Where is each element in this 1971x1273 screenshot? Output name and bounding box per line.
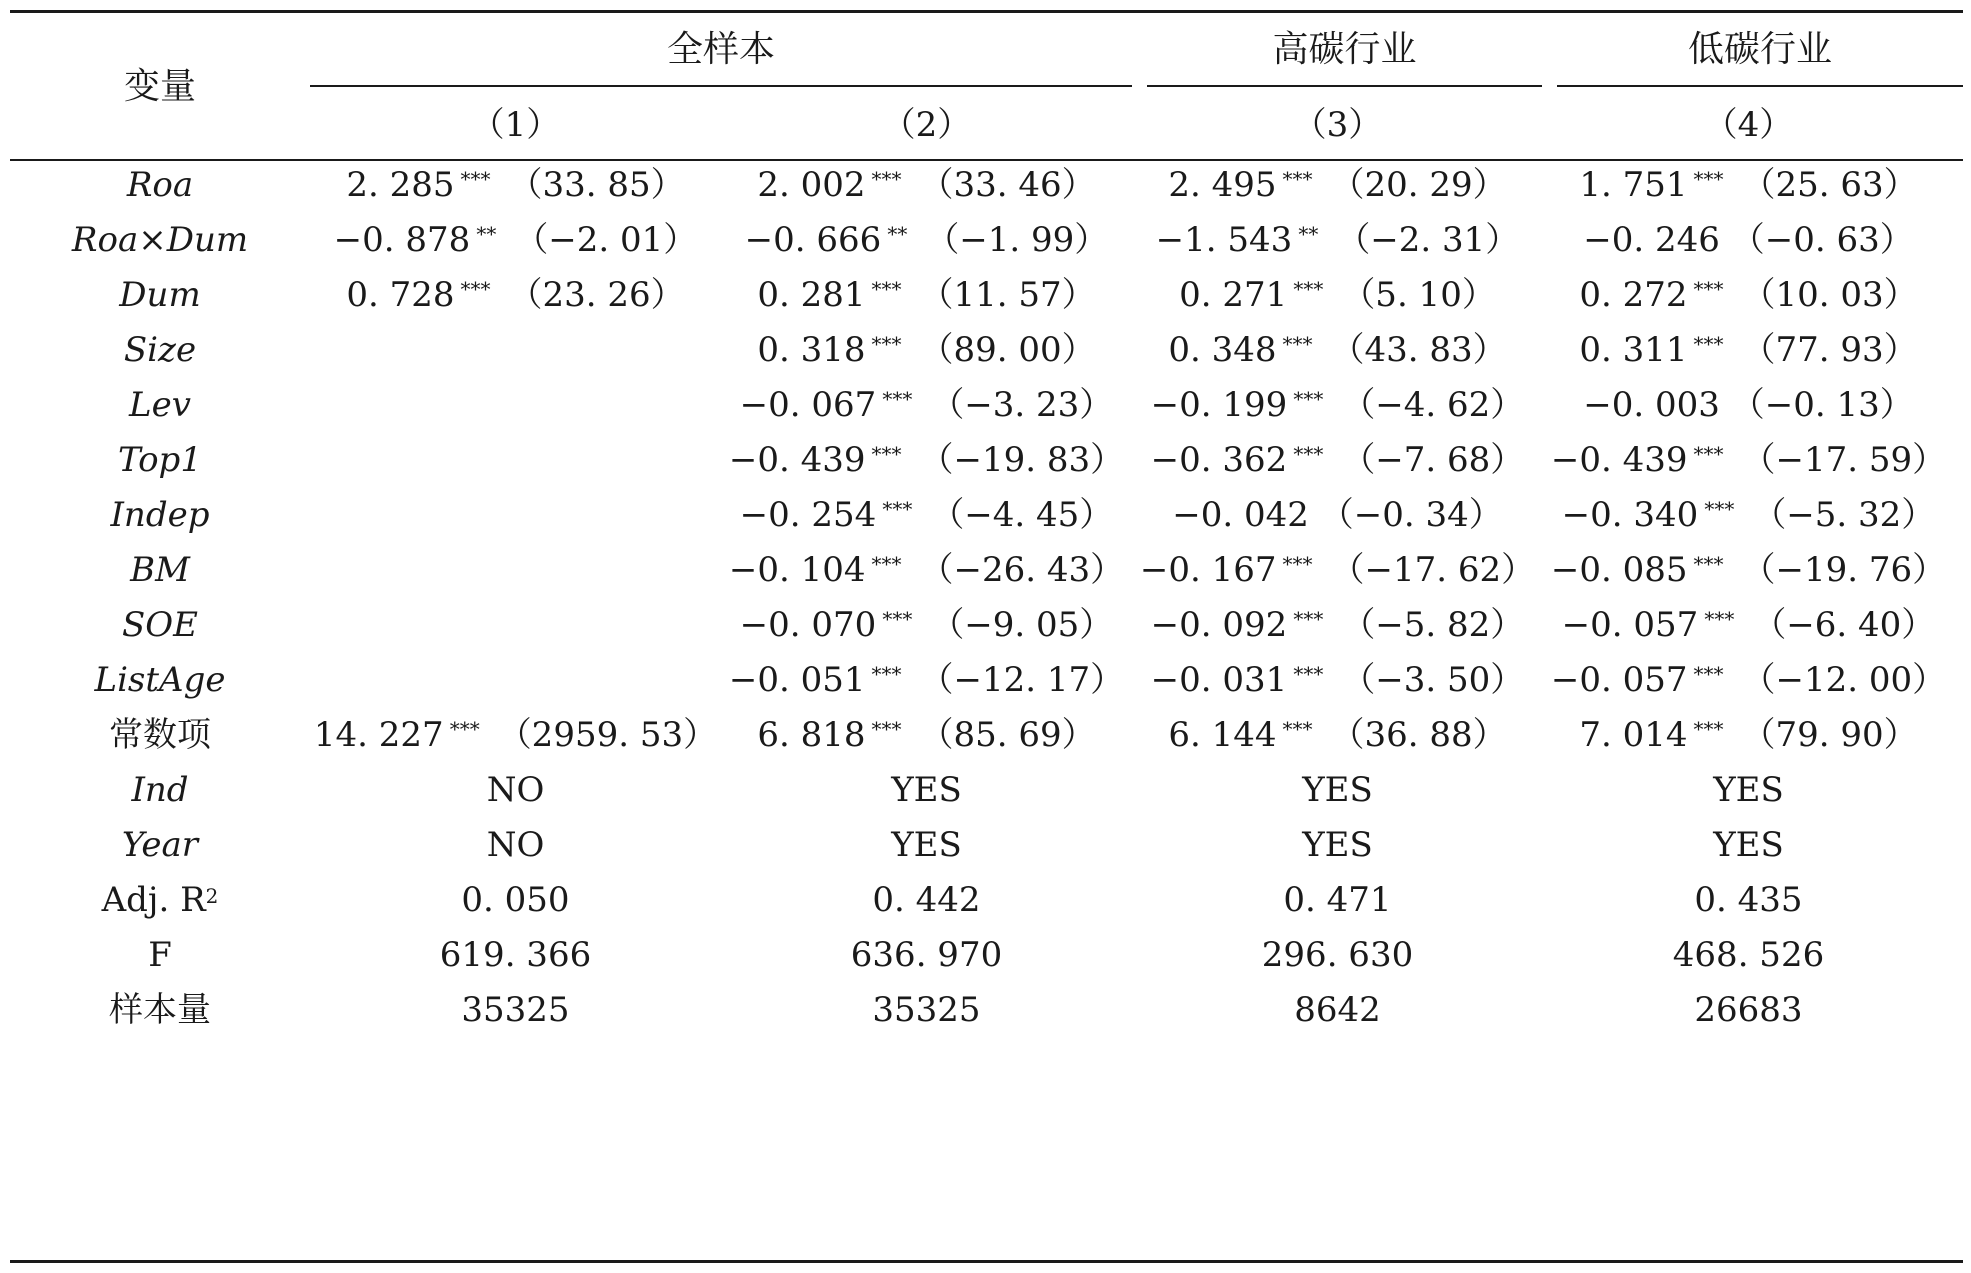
significance-stars: *** bbox=[882, 607, 913, 631]
coefficient: 619. 366 bbox=[439, 935, 592, 975]
t-statistic: （23. 26） bbox=[508, 275, 685, 315]
coefficient: 0. 318 bbox=[757, 330, 866, 370]
coefficient: YES bbox=[1302, 770, 1373, 810]
t-statistic: （−0. 63） bbox=[1730, 220, 1914, 260]
t-statistic: （5. 10） bbox=[1341, 275, 1496, 315]
row-label bbox=[10, 770, 310, 810]
t-statistic: （−4. 45） bbox=[930, 495, 1114, 535]
coefficient: YES bbox=[1713, 770, 1784, 810]
table-cell bbox=[1132, 770, 1543, 810]
row-label bbox=[10, 715, 310, 755]
significance-stars: *** bbox=[871, 277, 902, 301]
superscript: 2 bbox=[205, 884, 219, 908]
coefficient: 6. 144 bbox=[1168, 715, 1277, 755]
significance-stars: ** bbox=[476, 222, 497, 246]
row-label-text: Top1 bbox=[118, 440, 202, 480]
coefficient: −0. 439 bbox=[728, 440, 866, 480]
table-cell bbox=[1132, 440, 1543, 480]
coefficient: 468. 526 bbox=[1672, 935, 1825, 975]
table-cell bbox=[1543, 385, 1954, 425]
significance-stars: *** bbox=[1693, 717, 1724, 741]
table-cell bbox=[1543, 770, 1954, 810]
t-statistic: （43. 83） bbox=[1330, 330, 1507, 370]
table-cell bbox=[310, 275, 721, 315]
coefficient: −0. 104 bbox=[728, 550, 866, 590]
t-statistic: （33. 46） bbox=[919, 165, 1096, 205]
coefficient: 14. 227 bbox=[313, 715, 444, 755]
header-bottom-rule bbox=[10, 159, 1963, 161]
significance-stars: ** bbox=[887, 222, 908, 246]
table-cell bbox=[721, 550, 1132, 590]
coefficient: −0. 031 bbox=[1150, 660, 1288, 700]
table-cell bbox=[1543, 165, 1954, 205]
column-number-3: （3） bbox=[1292, 105, 1383, 145]
coefficient: 8642 bbox=[1294, 990, 1381, 1030]
significance-stars: *** bbox=[460, 277, 491, 301]
coefficient: 2. 495 bbox=[1168, 165, 1277, 205]
group-rule-full-sample bbox=[310, 85, 1132, 87]
coefficient: 0. 050 bbox=[461, 880, 570, 920]
significance-stars: *** bbox=[882, 497, 913, 521]
table-cell bbox=[721, 880, 1132, 920]
table-cell bbox=[721, 825, 1132, 865]
row-label bbox=[10, 440, 310, 480]
t-statistic: （−5. 82） bbox=[1341, 605, 1525, 645]
column-number-1: （1） bbox=[470, 105, 561, 145]
t-statistic: （−3. 23） bbox=[930, 385, 1114, 425]
t-statistic: （−12. 17） bbox=[919, 660, 1125, 700]
table-cell bbox=[1132, 550, 1543, 590]
coefficient: 6. 818 bbox=[757, 715, 866, 755]
table-cell bbox=[1543, 825, 1954, 865]
significance-stars: *** bbox=[1693, 442, 1724, 466]
significance-stars: *** bbox=[1293, 607, 1324, 631]
t-statistic: （89. 00） bbox=[919, 330, 1096, 370]
t-statistic: （−12. 00） bbox=[1741, 660, 1947, 700]
coefficient: −0. 051 bbox=[728, 660, 866, 700]
significance-stars: *** bbox=[1282, 332, 1313, 356]
t-statistic: （−5. 32） bbox=[1752, 495, 1936, 535]
significance-stars: *** bbox=[1693, 552, 1724, 576]
coefficient: −0. 042 bbox=[1172, 495, 1309, 535]
coefficient: 2. 285 bbox=[346, 165, 455, 205]
t-statistic: （79. 90） bbox=[1741, 715, 1918, 755]
row-label bbox=[10, 605, 310, 645]
column-number-4: （4） bbox=[1703, 105, 1794, 145]
table-cell bbox=[721, 165, 1132, 205]
table-cell bbox=[1543, 715, 1954, 755]
row-label-text: 常数项 bbox=[109, 715, 211, 755]
table-cell bbox=[1543, 330, 1954, 370]
row-label bbox=[10, 495, 310, 535]
significance-stars: *** bbox=[1293, 387, 1324, 411]
row-label-text: Ind bbox=[131, 770, 189, 810]
significance-stars: *** bbox=[871, 332, 902, 356]
coefficient: 35325 bbox=[461, 990, 570, 1030]
table-cell bbox=[1132, 385, 1543, 425]
coefficient: −0. 070 bbox=[739, 605, 877, 645]
coefficient: YES bbox=[1713, 825, 1784, 865]
row-label bbox=[10, 220, 310, 260]
table-cell bbox=[310, 165, 721, 205]
group-header-low-carbon: 低碳行业 bbox=[1687, 29, 1832, 70]
coefficient: −0. 246 bbox=[1583, 220, 1720, 260]
table-cell bbox=[721, 220, 1132, 260]
t-statistic: （−6. 40） bbox=[1752, 605, 1936, 645]
significance-stars: *** bbox=[1693, 277, 1724, 301]
coefficient: 636. 970 bbox=[850, 935, 1003, 975]
coefficient: 0. 271 bbox=[1179, 275, 1288, 315]
coefficient: −0. 439 bbox=[1550, 440, 1688, 480]
row-label-text: ListAge bbox=[94, 660, 226, 700]
significance-stars: *** bbox=[1693, 167, 1724, 191]
coefficient: 0. 272 bbox=[1579, 275, 1688, 315]
t-statistic: （−7. 68） bbox=[1341, 440, 1525, 480]
coefficient: −0. 362 bbox=[1150, 440, 1288, 480]
table-cell bbox=[1543, 605, 1954, 645]
significance-stars: *** bbox=[1293, 277, 1324, 301]
table-cell bbox=[1132, 165, 1543, 205]
t-statistic: （11. 57） bbox=[919, 275, 1096, 315]
t-statistic: （−1. 99） bbox=[925, 220, 1109, 260]
table-cell bbox=[310, 770, 721, 810]
row-label-text: F bbox=[148, 935, 172, 975]
coefficient: 26683 bbox=[1694, 990, 1803, 1030]
table-cell bbox=[1132, 275, 1543, 315]
coefficient: −0. 878 bbox=[333, 220, 471, 260]
row-label-text: Roa×Dum bbox=[71, 220, 249, 260]
table-cell bbox=[310, 880, 721, 920]
coefficient: −0. 167 bbox=[1139, 550, 1277, 590]
row-label bbox=[10, 165, 310, 205]
coefficient: 1. 751 bbox=[1579, 165, 1688, 205]
table-cell bbox=[721, 605, 1132, 645]
table-cell bbox=[1132, 990, 1543, 1030]
t-statistic: （−26. 43） bbox=[919, 550, 1125, 590]
row-label-text: Adj. R bbox=[101, 880, 206, 920]
coefficient: YES bbox=[891, 825, 962, 865]
coefficient: −0. 057 bbox=[1561, 605, 1699, 645]
table-cell bbox=[310, 935, 721, 975]
t-statistic: （−17. 59） bbox=[1741, 440, 1947, 480]
coefficient: YES bbox=[891, 770, 962, 810]
group-rule-low-carbon bbox=[1557, 85, 1963, 87]
table-cell bbox=[721, 440, 1132, 480]
t-statistic: （−3. 50） bbox=[1341, 660, 1525, 700]
group-header-high-carbon: 高碳行业 bbox=[1272, 29, 1417, 70]
row-label bbox=[10, 880, 310, 920]
table-cell bbox=[721, 715, 1132, 755]
significance-stars: *** bbox=[449, 717, 480, 741]
table-cell bbox=[721, 495, 1132, 535]
bottom-rule bbox=[10, 1260, 1963, 1263]
t-statistic: （77. 93） bbox=[1741, 330, 1918, 370]
t-statistic: （10. 03） bbox=[1741, 275, 1918, 315]
table-cell bbox=[721, 935, 1132, 975]
row-label bbox=[10, 275, 310, 315]
t-statistic: （−17. 62） bbox=[1330, 550, 1536, 590]
t-statistic: （−19. 76） bbox=[1741, 550, 1947, 590]
coefficient: 7. 014 bbox=[1579, 715, 1688, 755]
t-statistic: （2959. 53） bbox=[497, 715, 718, 755]
significance-stars: *** bbox=[871, 167, 902, 191]
coefficient: −0. 254 bbox=[739, 495, 877, 535]
coefficient: NO bbox=[486, 825, 545, 865]
row-label bbox=[10, 330, 310, 370]
table-cell bbox=[1543, 550, 1954, 590]
row-label-text: Size bbox=[123, 330, 197, 370]
coefficient: −0. 003 bbox=[1583, 385, 1720, 425]
significance-stars: ** bbox=[1298, 222, 1319, 246]
table-cell bbox=[1132, 825, 1543, 865]
significance-stars: *** bbox=[1704, 607, 1735, 631]
row-label-text: Roa bbox=[126, 165, 194, 205]
table-cell bbox=[721, 990, 1132, 1030]
significance-stars: *** bbox=[871, 552, 902, 576]
row-label-text: Indep bbox=[110, 495, 210, 535]
t-statistic: （85. 69） bbox=[919, 715, 1096, 755]
coefficient: −0. 092 bbox=[1150, 605, 1288, 645]
table-cell bbox=[721, 330, 1132, 370]
row-label-text: Lev bbox=[129, 385, 191, 425]
significance-stars: *** bbox=[1282, 552, 1313, 576]
table-cell bbox=[1543, 935, 1954, 975]
coefficient: 0. 442 bbox=[872, 880, 981, 920]
table-cell bbox=[1543, 440, 1954, 480]
group-rule-high-carbon bbox=[1147, 85, 1542, 87]
coefficient: 0. 471 bbox=[1283, 880, 1392, 920]
coefficient: −0. 057 bbox=[1550, 660, 1688, 700]
row-label-text: BM bbox=[130, 550, 190, 590]
t-statistic: （−19. 83） bbox=[919, 440, 1125, 480]
row-label-text: SOE bbox=[122, 605, 198, 645]
coefficient: YES bbox=[1302, 825, 1373, 865]
coefficient: −0. 067 bbox=[739, 385, 877, 425]
group-header-full-sample: 全样本 bbox=[666, 29, 775, 70]
t-statistic: （36. 88） bbox=[1330, 715, 1507, 755]
coefficient: 0. 311 bbox=[1579, 330, 1688, 370]
t-statistic: （−2. 01） bbox=[514, 220, 698, 260]
coefficient: 0. 435 bbox=[1694, 880, 1803, 920]
table-cell bbox=[1132, 660, 1543, 700]
table-cell bbox=[1543, 880, 1954, 920]
variable-header: 变量 bbox=[123, 66, 196, 107]
top-rule bbox=[10, 10, 1963, 13]
table-cell bbox=[1543, 495, 1954, 535]
table-cell bbox=[721, 660, 1132, 700]
significance-stars: *** bbox=[1693, 332, 1724, 356]
significance-stars: *** bbox=[871, 662, 902, 686]
table-cell bbox=[1132, 495, 1543, 535]
table-cell bbox=[721, 385, 1132, 425]
table-cell bbox=[310, 825, 721, 865]
coefficient: 2. 002 bbox=[757, 165, 866, 205]
t-statistic: （−0. 13） bbox=[1730, 385, 1914, 425]
table-cell bbox=[1132, 605, 1543, 645]
significance-stars: *** bbox=[1293, 662, 1324, 686]
coefficient: NO bbox=[486, 770, 545, 810]
row-label bbox=[10, 825, 310, 865]
row-label bbox=[10, 990, 310, 1030]
significance-stars: *** bbox=[1704, 497, 1735, 521]
table-cell bbox=[1132, 715, 1543, 755]
significance-stars: *** bbox=[1293, 442, 1324, 466]
coefficient: 0. 281 bbox=[757, 275, 866, 315]
column-number-2: （2） bbox=[881, 105, 972, 145]
t-statistic: （−9. 05） bbox=[930, 605, 1114, 645]
coefficient: 0. 728 bbox=[346, 275, 455, 315]
row-label bbox=[10, 935, 310, 975]
table-cell bbox=[1132, 220, 1543, 260]
table-cell bbox=[310, 715, 721, 755]
t-statistic: （25. 63） bbox=[1741, 165, 1918, 205]
table-cell bbox=[310, 990, 721, 1030]
t-statistic: （−0. 34） bbox=[1319, 495, 1503, 535]
coefficient: −0. 666 bbox=[744, 220, 882, 260]
row-label bbox=[10, 385, 310, 425]
t-statistic: （−4. 62） bbox=[1341, 385, 1525, 425]
table-cell bbox=[1543, 220, 1954, 260]
row-label-text: Year bbox=[121, 825, 199, 865]
table-cell bbox=[1543, 990, 1954, 1030]
coefficient: −0. 340 bbox=[1561, 495, 1699, 535]
coefficient: −0. 199 bbox=[1150, 385, 1288, 425]
significance-stars: *** bbox=[1282, 717, 1313, 741]
table-cell bbox=[1132, 880, 1543, 920]
table-cell bbox=[721, 275, 1132, 315]
coefficient: 0. 348 bbox=[1168, 330, 1277, 370]
t-statistic: （−2. 31） bbox=[1336, 220, 1520, 260]
significance-stars: *** bbox=[460, 167, 491, 191]
coefficient: −1. 543 bbox=[1155, 220, 1293, 260]
t-statistic: （33. 85） bbox=[508, 165, 685, 205]
significance-stars: *** bbox=[1282, 167, 1313, 191]
significance-stars: *** bbox=[882, 387, 913, 411]
t-statistic: （20. 29） bbox=[1330, 165, 1507, 205]
row-label-text: 样本量 bbox=[109, 990, 211, 1030]
table-cell bbox=[1543, 660, 1954, 700]
table-cell bbox=[1132, 935, 1543, 975]
table-cell bbox=[310, 220, 721, 260]
coefficient: 35325 bbox=[872, 990, 981, 1030]
table-cell bbox=[1543, 275, 1954, 315]
significance-stars: *** bbox=[871, 442, 902, 466]
significance-stars: *** bbox=[871, 717, 902, 741]
coefficient: 296. 630 bbox=[1261, 935, 1414, 975]
significance-stars: *** bbox=[1693, 662, 1724, 686]
row-label bbox=[10, 660, 310, 700]
row-label-text: Dum bbox=[119, 275, 201, 315]
coefficient: −0. 085 bbox=[1550, 550, 1688, 590]
row-label bbox=[10, 550, 310, 590]
table-cell bbox=[1132, 330, 1543, 370]
table-cell bbox=[721, 770, 1132, 810]
